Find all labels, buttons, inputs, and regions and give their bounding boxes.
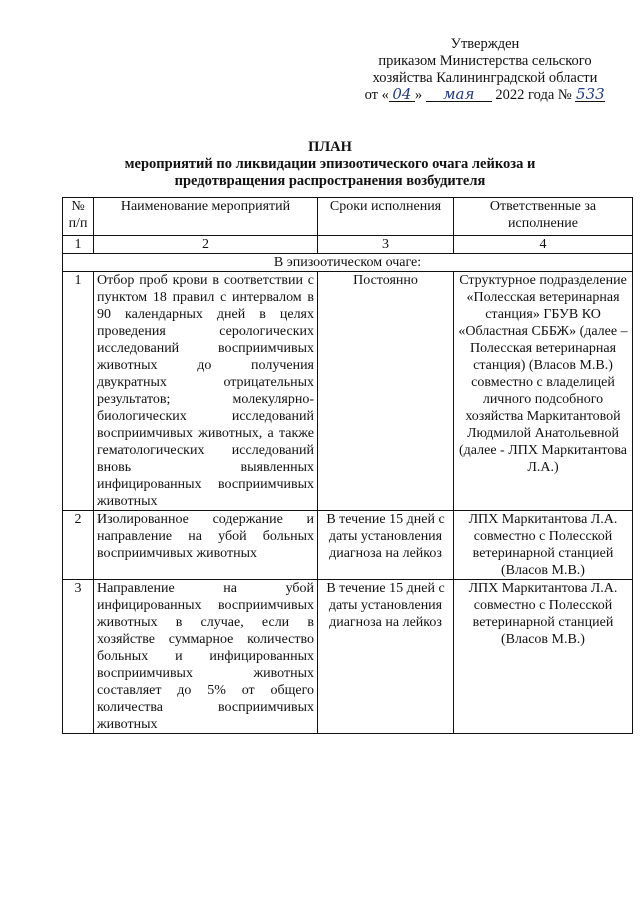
column-number: 1 [63,236,94,254]
plan-subtitle-2: предотвращения распространения возбудителя [174,173,486,189]
table-row [63,580,633,734]
row-action: Отбор проб крови в соответствии с пунктом 18 правил с интервалом в 90 календарных дней в целях проведения серологических исследований восприимчивых животных до получения двукратных отрицательных результатов; молекулярно-биологических исследований восприимчивых животных, а также гематологических исследований вновь выявленных инфицированных восприимчивых животных [94,272,318,511]
column-number: 3 [318,236,454,254]
date-year: 2022 года № [495,87,572,103]
row-term: В течение 15 дней с даты установления диагноза на лейкоз [318,511,454,580]
table-row [63,511,633,580]
plan-heading: ПЛАН [308,139,352,155]
table-header-row [63,198,633,236]
column-number: 4 [454,236,633,254]
handwritten-number: 533 [576,85,605,103]
row-term: Постоянно [318,272,454,511]
row-number: 1 [63,272,94,511]
approval-date-line [340,87,630,104]
column-number: 2 [94,236,318,254]
table-row [63,272,633,511]
row-responsible: ЛПХ Маркитантова Л.А. совместно с Полесской ветеринарной станцией (Власов М.В.) [454,511,633,580]
header-term: Сроки исполнения [318,198,454,236]
document-title [60,139,600,190]
approval-stamp [340,36,630,104]
row-responsible: Структурное подразделение «Полесская ветеринарная станция» ГБУВ КО «Областная СББЖ» (далее – Полесская ветеринарная станция) (Власов М.В.) совместно с владелицей личного подсобного хозяйства Маркитантовой Людмилой Анатольевной (далее - ЛПХ Маркитантова Л.А.) [454,272,633,511]
row-action: Изолированное содержание и направление на убой больных восприимчивых животных [94,511,318,580]
date-prefix: от « [364,87,389,103]
header-responsible: Ответственные за исполнение [454,198,633,236]
approval-line-2: приказом Министерства сельского [378,53,592,69]
approval-line-3: хозяйства Калининградской области [372,70,598,86]
section-label: В эпизоотическом очаге: [63,254,633,272]
row-responsible: ЛПХ Маркитантова Л.А. совместно с Полесской ветеринарной станцией (Власов М.В.) [454,580,633,734]
plan-subtitle-1: мероприятий по ликвидации эпизоотического очага лейкоза и [124,156,536,172]
row-term: В течение 15 дней с даты установления диагноза на лейкоз [318,580,454,734]
handwritten-day: 04 [389,87,415,102]
approval-line-1: Утвержден [450,36,520,52]
handwritten-month: мая [426,87,492,102]
section-row [63,254,633,272]
row-number: 2 [63,511,94,580]
header-number: № п/п [63,198,94,236]
row-action: Направление на убой инфицированных восприимчивых животных в случае, если в хозяйстве суммарное количество больных и инфицированных восприимчивых животных составляет до 5% от общего количества восприимчивых животных [94,580,318,734]
column-number-row [63,236,633,254]
row-number: 3 [63,580,94,734]
measures-table [62,197,633,734]
date-mid: » [414,87,423,103]
header-action: Наименование мероприятий [94,198,318,236]
